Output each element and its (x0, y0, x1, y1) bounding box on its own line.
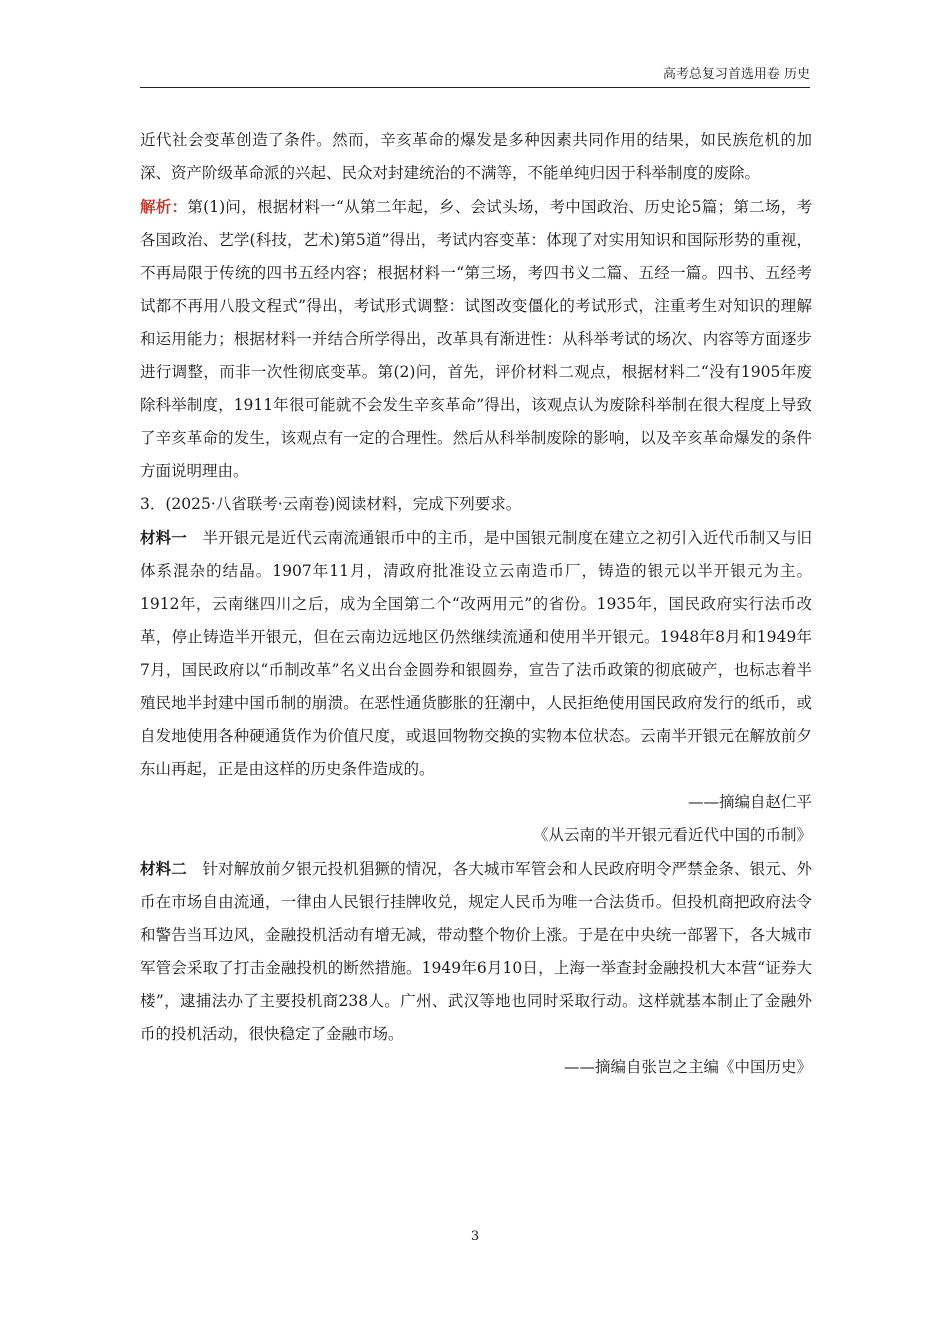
analysis-text: 第(1)问，根据材料一“从第二年起，乡、会试头场，考中国政治、历史论5篇；第二场，考各国政治、艺学(科技，艺术)第5道”得出，考试内容变革：体现了对实用知识和国际形势的重视，不再局限于传统的四书五经内容；根据材料一“第三场，考四书义二篇、五经一篇。四书、五经考试都不再用八股文程式”得出，考试形式调整：试图改变僵化的考试形式，注重考生对知识的理解和运用能力；根据材料一并结合所学得出，改革具有渐进性：从科举考试的场次、内容等方面逐步进行调整，而非一次性彻底变革。第(2)问，首先，评价材料二观点，根据材料二“没有1905年废除科举制度，1911年很可能就不会发生辛亥革命”得出，该观点认为废除科举制在很大程度上导致了辛亥革命的发生，该观点有一定的合理性。然后从科举制废除的影响，以及辛亥革命爆发的条件方面说明理由。 (140, 198, 812, 480)
material-1-paragraph (140, 521, 812, 786)
page-number: 3 (470, 1229, 480, 1244)
material-2-paragraph (140, 852, 812, 1051)
material-1-label: 材料一 (140, 528, 187, 547)
analysis-label: 解析： (140, 197, 188, 216)
previous-answer-continuation: 近代社会变革创造了条件。然而，辛亥革命的爆发是多种因素共同作用的结果，如民族危机的加深、资产阶级革命派的兴起、民众对封建统治的不满等，不能单纯归因于科举制度的废除。 (140, 131, 812, 182)
material-1-text: 半开银元是近代云南流通银币中的主币，是中国银元制度在建立之初引入近代币制又与旧体系混杂的结晶。1907年11月，清政府批准设立云南造币厂，铸造的银元以半开银元为主。1912年，云南继四川之后，成为全国第二个“改两用元”的省份。1935年，国民政府实行法币改革，停止铸造半开银元，但在云南边远地区仍然继续流通和使用半开银元。1948年8月和1949年7月，国民政府以“币制改革”名义出台金圆券和银圆券，宣告了法币政策的彻底破产，也标志着半殖民地半封建中国币制的崩溃。在恶性通货膨胀的狂潮中，人民拒绝使用国民政府发行的纸币，或自发地使用各种硬通货作为价值尺度，或退回物物交换的实物本位状态。云南半开银元在解放前夕东山再起，正是由这样的历史条件造成的。 (140, 529, 812, 778)
material-1-source-author: ——摘编自赵仁平 (687, 793, 812, 811)
material-1-source-title: 《从云南的半开银元看近代中国的币制》 (532, 826, 812, 844)
page-content (140, 124, 812, 1084)
analysis-paragraph (140, 190, 812, 488)
material-2-source: ——摘编自张岂之主编《中国历史》 (563, 1058, 812, 1076)
material-2-label: 材料二 (140, 859, 187, 878)
header-title: 高考总复习首选用卷 历史 (662, 67, 810, 82)
page-header (140, 66, 810, 88)
question-3-prompt: 3．(2025·八省联考·云南卷)阅读材料，完成下列要求。 (140, 495, 522, 513)
page-footer (0, 1229, 950, 1244)
material-2-text: 针对解放前夕银元投机猖獗的情况，各大城市军管会和人民政府明令严禁金条、银元、外币在市场自由流通，一律由人民银行挂牌收兑，规定人民币为唯一合法货币。但投机商把政府法令和警告当耳边风，金融投机活动有增无减，带动整个物价上涨。于是在中央统一部署下，各大城市军管会采取了打击金融投机的断然措施。1949年6月10日，上海一举查封金融投机大本营“证券大楼”，逮捕法办了主要投机商238人。广州、武汉等地也同时采取行动。这样就基本制止了金融外币的投机活动，很快稳定了金融市场。 (140, 860, 812, 1043)
